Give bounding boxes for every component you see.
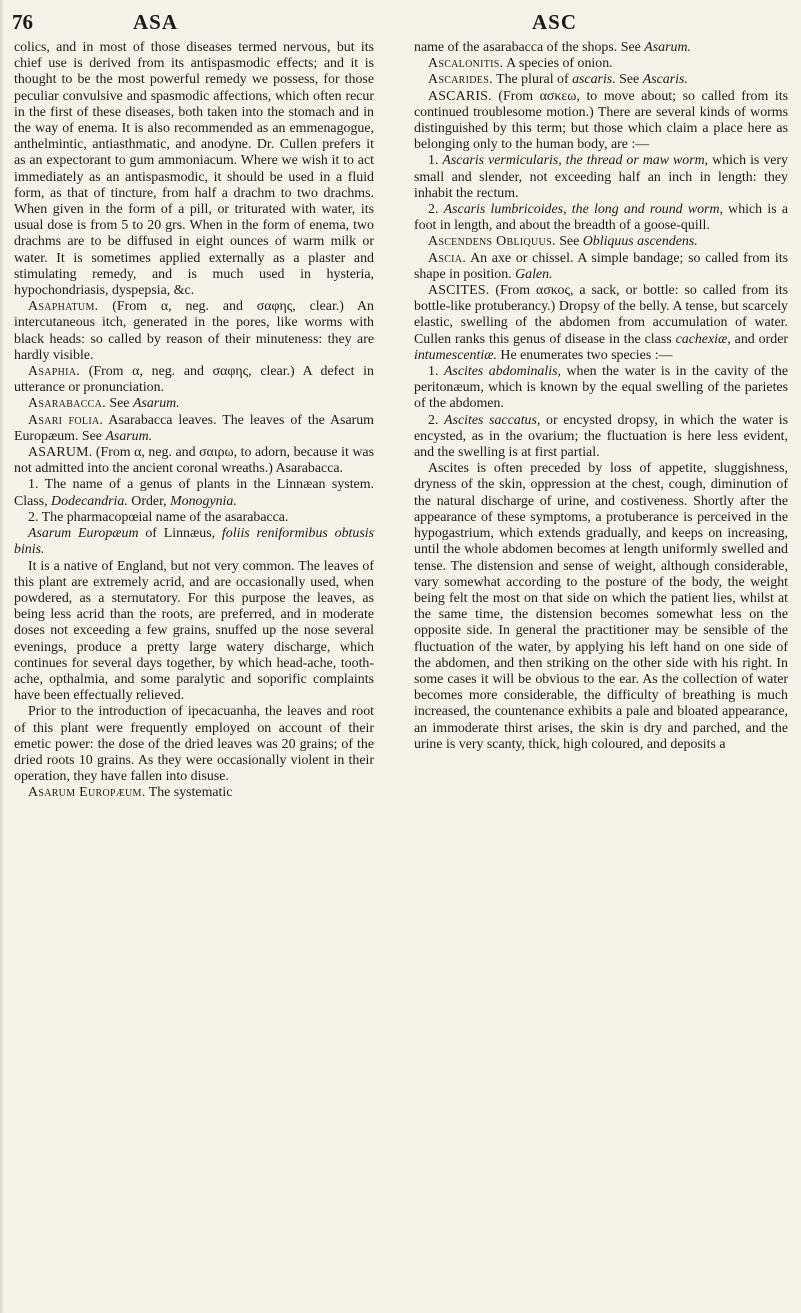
italic-text: Dodecandria. <box>51 493 128 509</box>
entry-text: or encysted dropsy, in which the water is encysted, as in the ovarium; the fluctuation is here less evident, and the swelling is at first partial. <box>414 412 788 461</box>
italic-text: Ascites saccatus, <box>444 412 541 428</box>
dictionary-entry <box>414 153 788 202</box>
entry-text: name of the asarabacca of the shops. See <box>414 40 645 55</box>
italic-text: Asarum. <box>105 428 153 444</box>
entry-text: See <box>105 396 133 412</box>
entry-main-headword: ASARUM. <box>28 445 93 461</box>
dictionary-entry <box>414 234 788 250</box>
page-edge-shadow <box>0 0 4 1313</box>
dictionary-entry <box>414 251 788 283</box>
entry-text: Order, <box>127 493 171 509</box>
entry-headword: Asaphia. <box>28 364 81 380</box>
entry-text: The systematic <box>145 785 233 801</box>
dictionary-entry <box>14 364 374 396</box>
dictionary-entry <box>414 40 788 56</box>
dictionary-entry <box>14 559 374 705</box>
entry-text: (From α, neg. and σαφης, clear.) An intercutaneous itch, generated in the pores, like worms with black heads: so called by reason of their minuteness: they are hardly visible. <box>14 299 374 363</box>
entry-text: It is a native of England, but not very common. The leaves of this plant are extremely acrid, and are occasionally used, when powdered, as a sternutatory. For this purpose the leaves, as being less acrid than the roots, are preferred, and in moderate doses not exceeding a few grains, snuffed up the nose several evenings, produce a pretty large watery discharge, which continues for several days together, by which head-ache, tooth-ache, opthalmia, and some paralytic and soporific complaints have been effectually relieved. <box>14 558 374 704</box>
dictionary-entry <box>14 40 374 299</box>
entry-text: Ascites is often preceded by loss of appetite, sluggishness, dryness of the skin, oppression at the chest, cough, diminution of the natural discharge of urine, and costiveness. Shortly after the appearance of these symptoms, a protuberance is perceived in the hypogastrium, which extends gradually, and keeps on increasing, until the whole abdomen becomes at length uniformly swelled and tense. The distension and sense of weight, although considerable, vary somewhat according to the posture of the body, the weight being felt the most on that side on which the patient lies, whilst at the same time, the distension becomes somewhat less on the opposite side. In general the practitioner may be sensible of the fluctuation of the water, by applying his left hand on one side of the abdomen, and then striking on the other side with his right. In some cases it will be obvious to the ear. As the collection of water becomes more considerable, the difficulty of breathing is much increased, the countenance exhibits a pale and bloated appearance, an immoderate thirst arises, the skin is dry and parched, and the urine is very scanty, thick, high coloured, and deposits a <box>414 461 788 752</box>
entry-text: A species of onion. <box>503 56 613 72</box>
italic-text: foliis reniformibus obtusis binis. <box>14 526 375 558</box>
dictionary-entry <box>14 526 374 558</box>
entry-headword: Asarum Europæum. <box>28 785 146 801</box>
dictionary-entry <box>14 445 374 477</box>
italic-text: Ascaris. <box>642 72 688 88</box>
entry-text: and order <box>730 331 788 347</box>
dictionary-entry <box>414 202 788 234</box>
running-header <box>12 10 790 38</box>
entry-text: 1. <box>428 364 444 380</box>
entry-text: (From ασκεω, to move about; so called from its continued troublesome motion.) There are several kinds of worms distinguished by this term; but those which claim a place here as belonging only to the human body, are :— <box>414 88 788 153</box>
dictionary-entry <box>414 461 788 753</box>
dictionary-entry <box>414 89 788 154</box>
italic-text: Monogynia. <box>170 493 237 509</box>
left-running-head: ASA <box>133 10 179 34</box>
entry-text: See <box>615 72 643 88</box>
entry-text: 1. <box>428 153 443 169</box>
right-running-head: ASC <box>532 10 578 34</box>
entry-text: Prior to the introduction of ipecacuanha, the leaves and root of this plant were frequently employed on account of their emetic power: the dose of the dried leaves was 20 grains; of the dried roots 10 grains. As they were occasionally violent in their operation, they have fallen into disuse. <box>14 704 374 785</box>
italic-text: Galen. <box>515 266 553 282</box>
entry-headword: Ascalonitis. <box>428 56 504 72</box>
entry-headword: Ascendens Obliquus. <box>428 234 556 250</box>
italic-text: Asarum. <box>132 396 180 412</box>
entry-text: He enumerates two species :— <box>496 347 673 363</box>
entry-text: 1. The name of a genus of plants in the Linnæan system. Class, <box>14 477 374 509</box>
dictionary-entry <box>14 510 374 526</box>
entry-headword: Ascia. <box>428 250 467 266</box>
entry-text: (From ασκος, a sack, or bottle: so called from its bottle-like protuberancy.) Dropsy of the belly. A tense, but scarcely elastic, swelling of the abdomen from accumulation of water. Cullen ranks this genus of disease in the class <box>414 283 788 347</box>
italic-text: ascaris. <box>572 72 616 88</box>
entry-text: 2. The pharmacopœial name of the asarabacca. <box>28 509 289 525</box>
italic-text: Asarum. <box>644 40 691 55</box>
italic-text: Ascaris lumbricoides, the long and round worm, <box>443 202 723 218</box>
entry-text: 2. <box>428 202 444 218</box>
dictionary-entry <box>14 477 374 509</box>
dictionary-entry <box>414 364 788 413</box>
right-column <box>414 40 788 753</box>
italic-text: Ascaris vermicularis, the thread or maw worm, <box>442 153 709 169</box>
entry-text: The plural of <box>492 72 573 88</box>
left-column <box>14 40 374 802</box>
entry-text: when the water is in the cavity of the peritonæum, which is known by the equal swelling of the parietes of the abdomen. <box>414 364 789 412</box>
entry-text: 2. <box>428 412 445 428</box>
entry-text: See <box>555 234 583 250</box>
entry-text: Asarabacca leaves. The leaves of the Asarum Europæum. See <box>14 412 374 444</box>
entry-main-headword: ASCITES. <box>428 283 490 299</box>
dictionary-entry <box>14 785 374 801</box>
dictionary-entry <box>14 413 374 445</box>
dictionary-entry <box>414 72 788 88</box>
entry-headword: Asarabacca. <box>28 396 106 412</box>
dictionary-entry <box>414 283 788 364</box>
italic-text: Asarum Europæum <box>28 526 139 542</box>
italic-text: Obliquus ascendens. <box>582 234 698 250</box>
dictionary-entry <box>14 396 374 412</box>
entry-text: of Linnæus, <box>138 526 222 542</box>
entry-text: which is a foot in length, and about the breadth of a goose-quill. <box>414 202 788 234</box>
dictionary-entry <box>14 704 374 785</box>
page-number: 76 <box>12 10 33 34</box>
entry-headword: Asari folia. <box>28 412 104 428</box>
dictionary-entry <box>14 299 374 364</box>
entry-text: (From α, neg. and σαιρω, to adorn, because it was not admitted into the ancient coronal wreaths.) Asarabacca. <box>14 445 374 477</box>
dictionary-entry <box>414 56 788 72</box>
italic-text: cachexiæ, <box>675 331 731 347</box>
entry-headword: Ascarides. <box>428 72 493 88</box>
entry-text: which is very small and slender, not exceeding half an inch in length: they inhabit the rectum. <box>414 153 788 201</box>
italic-text: intumescentiæ. <box>414 347 497 363</box>
entry-headword: Asaphatum. <box>28 299 99 315</box>
dictionary-entry <box>414 413 788 462</box>
entry-text: colics, and in most of those diseases termed nervous, but its chief use is derived from its antispasmodic effects; and it is thought to be the most powerful remedy we possess, for those peculiar convulsive and spasmodic affections, which often recur in the first of these diseases, both taken into the stomach and in the way of enema. It is also recommended as an emmenagogue, anthelmintic, antiasthmatic, and anodyne. Dr. Cullen prefers it as an expectorant to gum ammoniacum. Where we wish it to act immediately as an antispasmodic, it should be used in a fluid form, as that of tincture, from half a drachm to two drachms. When given in the form of a pill, or triturated with water, its usual dose is from 5 to 20 grs. When in the form of enema, two drachms are to be diffused in eight ounces of warm milk or water. It is sometimes applied externally as a plaster and stimulating remedy, and is much used in hysteria, hypochondriasis, dyspepsia, &c. <box>14 40 374 299</box>
entry-text: (From α, neg. and σαφης, clear.) A defect in utterance or pronunciation. <box>14 364 374 396</box>
entry-main-headword: ASCARIS. <box>428 88 492 104</box>
italic-text: Ascites abdominalis, <box>443 364 561 380</box>
entry-text: An axe or chissel. A simple bandage; so called from its shape in position. <box>414 250 788 282</box>
